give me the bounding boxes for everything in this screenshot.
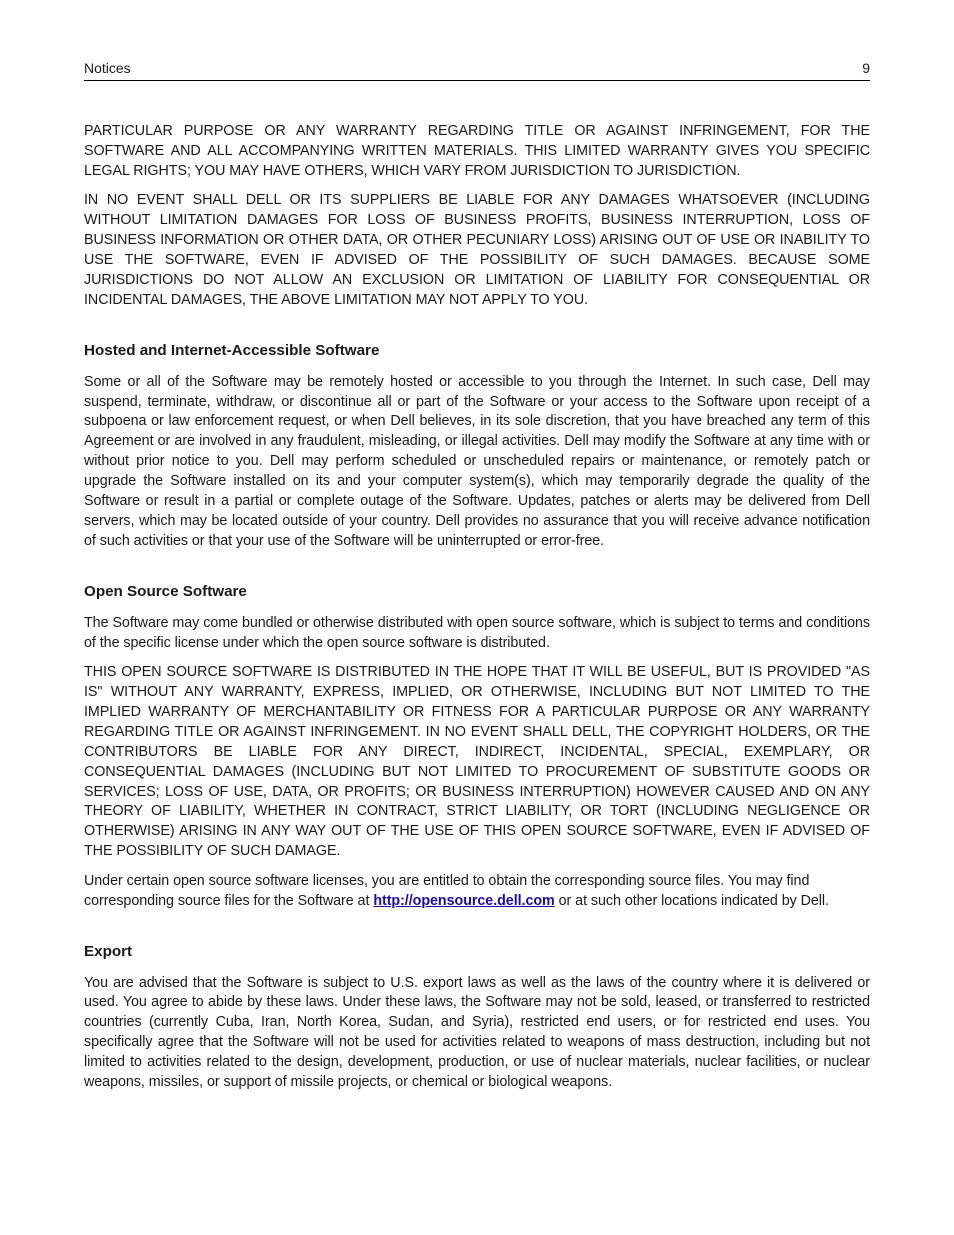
open-source-heading: Open Source Software bbox=[84, 582, 247, 600]
source-files-text-before: Under certain open source software licenses, you are entitled to obtain the corresponding source files. You may find corresponding source files for the Software at bbox=[84, 872, 810, 909]
open-source-source-files-paragraph bbox=[84, 872, 870, 912]
page-content bbox=[84, 122, 870, 1093]
page-header bbox=[84, 58, 870, 81]
source-files-text-after: or at such other locations indicated by Dell. bbox=[554, 892, 829, 909]
header-section-title: Notices bbox=[84, 60, 131, 76]
open-source-paragraph-1: The Software may come bundled or otherwise distributed with open source software, which is subject to terms and conditions of the specific license under which the open source software is distributed. bbox=[84, 614, 870, 651]
liability-paragraph: IN NO EVENT SHALL DELL OR ITS SUPPLIERS BE LIABLE FOR ANY DAMAGES WHATSOEVER (INCLUDING WITHOUT LIMITATION DAMAGES FOR LOSS OF BUSINESS PROFITS, BUSINESS INTERRUPTION, LOSS OF BUSINESS INFORMATION OR OTHER DATA, OR OTHER PECUNIARY LOSS) ARISING OUT OF USE OR INABILITY TO USE THE SOFTWARE, EVEN IF ADVISED OF THE POSSIBILITY OF SUCH DAMAGES. BECAUSE SOME JURISDICTIONS DO NOT ALLOW AN EXCLUSION OR LIMITATION OF LIABILITY FOR CONSEQUENTIAL OR INCIDENTAL DAMAGES, THE ABOVE LIMITATION MAY NOT APPLY TO YOU. bbox=[84, 192, 870, 308]
document-page bbox=[84, 58, 870, 1102]
export-paragraph: You are advised that the Software is subject to U.S. export laws as well as the laws of the country where it is delivered or used. You agree to abide by these laws. Under these laws, the Software may not be sold, leased, or transferred to restricted countries (currently Cuba, Iran, North Korea, Sudan, and Syria), restricted end users, or for restricted end uses. You specifically agree that the Software will not be used for activities related to weapons of mass destruction, including but not limited to activities related to the design, development, production, or use of nuclear materials, nuclear facilities, or nuclear weapons, missiles, or support of missile projects, or chemical or biological weapons. bbox=[84, 974, 870, 1091]
warranty-paragraph: PARTICULAR PURPOSE OR ANY WARRANTY REGARDING TITLE OR AGAINST INFRINGEMENT, FOR THE SOFTWARE AND ALL ACCOMPANYING WRITTEN MATERIALS. THIS LIMITED WARRANTY GIVES YOU SPECIFIC LEGAL RIGHTS; YOU MAY HAVE OTHERS, WHICH VARY FROM JURISDICTION TO JURISDICTION. bbox=[84, 123, 870, 179]
page-number: 9 bbox=[862, 60, 870, 76]
opensource-link[interactable]: http://opensource.dell.com bbox=[373, 892, 555, 909]
hosted-software-heading: Hosted and Internet-Accessible Software bbox=[84, 341, 380, 359]
export-heading: Export bbox=[84, 942, 133, 960]
hosted-software-paragraph: Some or all of the Software may be remotely hosted or accessible to you through the Internet. In such case, Dell may suspend, terminate, withdraw, or discontinue all or part of the Software or your access to the Software upon receipt of a subpoena or law enforcement request, or when Dell believes, in its sole discretion, that you have breached any term of this Agreement or are involved in any fraudulent, misleading, or illegal activities. Dell may modify the Software at any time with or without prior notice to you. Dell may perform scheduled or unscheduled repairs or maintenance, or remotely patch or upgrade the Software installed on its and your computer system(s), which may temporarily degrade the quality of the Software or result in a partial or complete outage of the Software. Updates, patches or alerts may be delivered from Dell servers, which may be located outside of your country. Dell provides no assurance that you will receive advance notification of such activities or that your use of the Software will be uninterrupted or error-free. bbox=[84, 373, 870, 549]
open-source-disclaimer-paragraph: THIS OPEN SOURCE SOFTWARE IS DISTRIBUTED IN THE HOPE THAT IT WILL BE USEFUL, BUT IS PROVIDED "AS IS" WITHOUT ANY WARRANTY, EXPRESS, IMPLIED, OR OTHERWISE, INCLUDING BUT NOT LIMITED TO THE IMPLIED WARRANTY OF MERCHANTABILITY OR FITNESS FOR A PARTICULAR PURPOSE OR ANY WARRANTY REGARDING TITLE OR AGAINST INFRINGEMENT. IN NO EVENT SHALL DELL, THE COPYRIGHT HOLDERS, OR THE CONTRIBUTORS BE LIABLE FOR ANY DIRECT, INDIRECT, INCIDENTAL, SPECIAL, EXEMPLARY, OR CONSEQUENTIAL DAMAGES (INCLUDING BUT NOT LIMITED TO PROCUREMENT OF SUBSTITUTE GOODS OR SERVICES; LOSS OF USE, DATA, OR PROFITS; OR BUSINESS INTERRUPTION) HOWEVER CAUSED AND ON ANY THEORY OF LIABILITY, WHETHER IN CONTRACT, STRICT LIABILITY, OR TORT (INCLUDING NEGLIGENCE OR OTHERWISE) ARISING IN ANY WAY OUT OF THE USE OF THIS OPEN SOURCE SOFTWARE, EVEN IF ADVISED OF THE POSSIBILITY OF SUCH DAMAGE. bbox=[84, 664, 870, 860]
